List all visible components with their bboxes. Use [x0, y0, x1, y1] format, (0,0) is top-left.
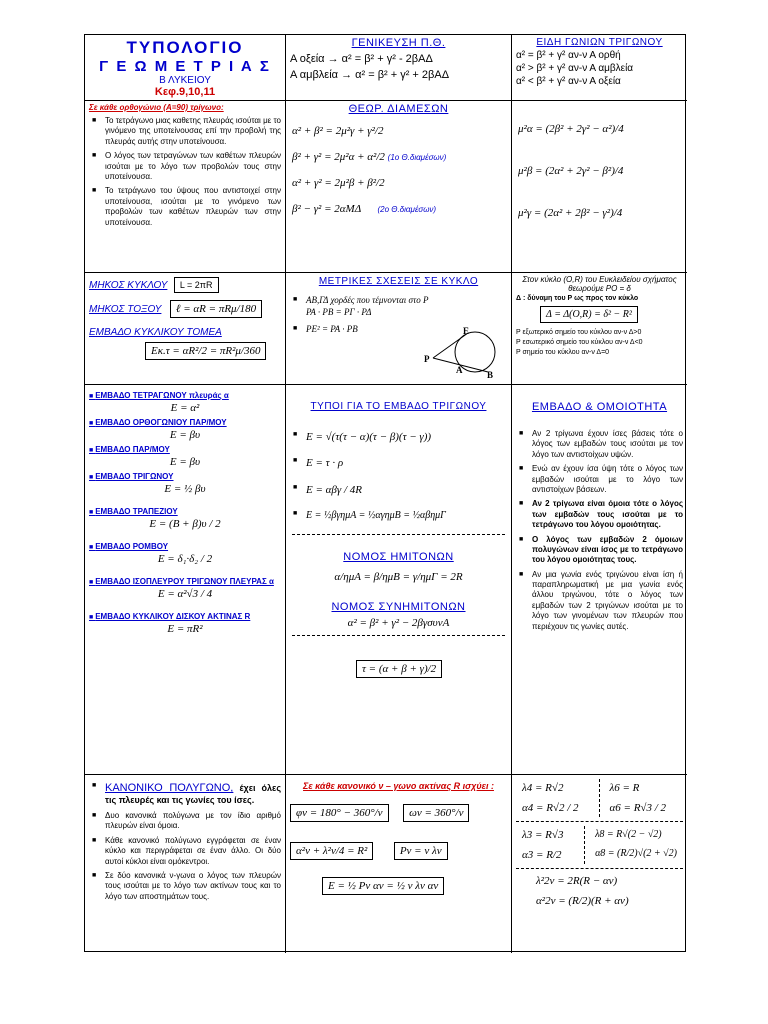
special-col-left-2: [516, 826, 585, 864]
divider-1: [292, 534, 505, 535]
sines-title: ΝΟΜΟΣ ΗΜΙΤΟΝΩΝ: [343, 550, 454, 563]
special-col-left-1: [516, 779, 600, 817]
median-lengths-cell: [512, 101, 687, 273]
pythagoras-cell: [286, 35, 512, 101]
special-divider-1: [516, 821, 683, 822]
diagram-label-a: Α: [456, 365, 463, 375]
regular-polygon-def: έχει όλες τις πλευρές και τις γωνίες του ίσες.: [105, 783, 281, 806]
circle-cell: [85, 273, 286, 385]
regular-polygon-item-2: ■ Κάθε κανονικό πολύγωνο εγγράφεται σε έναν κύκλο και περιγράφεται σε έναν άλλο. Οι δύο αυτοί κύκλοι είναι ομόκεντροι.: [89, 836, 281, 867]
power-rule-1: Ρ εξωτερικό σημείο του κύκλου αν-ν Δ>0: [516, 329, 642, 336]
sheet-subtitle: Γ Ε Ω Μ Ε Τ Ρ Ι Α Σ: [99, 58, 271, 75]
area-item-label: ■ ΕΜΒΑΔΟ ΤΕΤΡΑΓΩΝΟΥ πλευράς α: [89, 391, 281, 400]
triangle-area-title: ΤΥΠΟΙ ΓΙΑ ΤΟ ΕΜΒΑΔΟ ΤΡΙΓΩΝΟΥ: [310, 401, 487, 412]
similarity-item-4: ■ Ο λόγος των εμβαδών 2 όμοιων πολυγώνων είναι ίσος με το τετράγωνο του λόγου ομοιότητας τους.: [516, 535, 683, 566]
area-item: [85, 445, 285, 468]
median-length-b: μ²β = (2α² + 2γ² − β²)/4: [518, 165, 624, 177]
median-formula-1: α² + β² = 2μ²γ + γ²/2: [292, 125, 384, 137]
areas-cell: [85, 385, 286, 775]
polygon-formulas-cell: [286, 775, 512, 953]
apothem-a4: α4 = R√2 / 2: [522, 802, 579, 814]
polygon-formulas-title: Σε κάθε κανονικό ν – γωνο ακτίνας R ισχύει :: [303, 781, 494, 791]
area-item-label: ■ ΕΜΒΑΔΟ ΤΡΑΠΕΖΙΟΥ: [89, 507, 281, 516]
acute-formula: Α οξεία → α² = β² + γ² - 2βΑΔ: [290, 53, 433, 65]
area-item-label: ■ ΕΜΒΑΔΟ ΤΡΙΓΩΝΟΥ: [89, 472, 281, 481]
polygon-row-1: [286, 801, 511, 825]
special-polygons-cell: [512, 775, 687, 953]
apothem-formula: α²ν + λ²ν/4 = R²: [290, 842, 373, 860]
grade-label: Β ΛΥΚΕΙΟΥ: [159, 75, 211, 86]
right-triangle-title: Σε κάθε ορθογώνιο (Α=90) τρίγωνο:: [89, 103, 224, 112]
medians-title: ΘΕΩΡ. ΔΙΑΜΕΣΩΝ: [348, 103, 449, 115]
side-l3: λ3 = R√3: [522, 829, 564, 841]
sines-formula: α/ημΑ = β/ημΒ = γ/ημΓ = 2R: [334, 570, 463, 583]
right-triangle-cell: [85, 101, 286, 273]
apothem-a6: α6 = R√3 / 2: [609, 802, 667, 814]
median-formula-2-text: β² + γ² = 2μ²α + α²/2: [292, 151, 385, 163]
circ-formula: L = 2πR: [174, 277, 219, 293]
side-l4: λ4 = R√2: [522, 782, 564, 794]
area-item-formula: Ε = δ₁·δ₂ / 2: [157, 553, 213, 565]
angle-types-title: ΕΙΔΗ ΓΩΝΙΩΝ ΤΡΙΓΩΝΟΥ: [536, 37, 663, 48]
metric-item-2: ■ ΡΕ² = ΡΑ · ΡΒ: [290, 324, 507, 336]
polygon-row-2: [286, 839, 511, 863]
regular-polygon-item-1: ■ Δυο κανονικά πολύγωνα με τον ίδιο αριθμό πλευρών είναι όμοια.: [89, 811, 281, 832]
area-item: [85, 542, 285, 565]
area-item: [85, 577, 285, 600]
phi-formula: φν = 180° − 360°/ν: [290, 804, 389, 822]
angle-type-right: α² = β² + γ² αν-ν Α ορθή: [516, 50, 621, 61]
special-col-right-1: [600, 779, 684, 817]
cosines-title: ΝΟΜΟΣ ΣΥΝΗΜΙΤΟΝΩΝ: [331, 600, 466, 613]
metric-item-1-text: ■ ΑΒ,ΓΔ χορδές που τέμνονται στο Ρ: [306, 295, 429, 305]
triangle-area-cell: [286, 385, 512, 775]
similarity-cell: [512, 385, 687, 775]
right-triangle-item-3: ■ Το τετράγωνο του ύψους που αντιστοιχεί στην υποτείνουσα, ισούται με το γινόμενο των προβολών των καθέτων πλευρών των στην υποτείνουσα.: [89, 186, 281, 228]
regular-polygon-item-3: ■ Σε δύο κανονικά ν-γωνα ο λόγος των πλευρών τους ισούται με το λόγο των ακτίνων τους και το λόγο των αποστημάτων τους.: [89, 871, 281, 902]
areas-list: [85, 391, 285, 635]
omega-formula: ων = 360°/ν: [403, 804, 469, 822]
title-cell: [85, 35, 286, 101]
formula-sheet: [84, 34, 686, 952]
apothem-a8: α8 = (R/2)√(2 + √2): [595, 848, 677, 859]
side-l6: λ6 = R: [609, 782, 640, 794]
area-item-label: ■ ΕΜΒΑΔΟ ΙΣΟΠΛΕΥΡΟΥ ΤΡΙΓΩΝΟΥ ΠΛΕΥΡΑΣ α: [89, 577, 281, 586]
metric-item-1: [290, 295, 507, 318]
diagram-tangent: [433, 333, 468, 358]
metric-item-1-formula: ΡΑ · ΡΒ = ΡΓ · ΡΔ: [306, 306, 372, 317]
area-item: [85, 472, 285, 495]
similarity-item-5: ■ Αν μια γωνία ενός τριγώνου είναι ίση ή παραπληρωματική με μια γωνία ενός άλλου τριγώνου, τότε ο λόγος των εμβαδών των 2 τριγώνων ισούται με το λόγο των γινομένων των πλευρών που περιέχουν τις γωνίες αυτές.: [516, 570, 683, 632]
median-formula-3: α² + γ² = 2μ²β + β²/2: [292, 177, 385, 189]
area-item-formula: Ε = α²√3 / 4: [157, 588, 213, 600]
semiperimeter-formula: τ = (α + β + γ)/2: [356, 660, 442, 678]
polygon-area-formula: Ε = ½ Ρν αν = ½ ν λν αν: [322, 877, 444, 895]
triangle-area-f3: ■ Ε = αβγ / 4R: [290, 483, 507, 497]
regular-polygon-title: ΚΑΝΟΝΙΚΟ ΠΟΛΥΓΩΝΟ,: [105, 782, 234, 794]
power-rule-2: Ρ εσωτερικό σημείο του κύκλου αν-ν Δ<0: [516, 339, 643, 346]
pythagoras-title: ΓΕΝΙΚΕΥΣΗ Π.Θ.: [351, 37, 446, 49]
area-item-formula: Ε = πR²: [167, 623, 203, 635]
power-formula: Δ = Δ(O,R) = δ² − R²: [540, 306, 638, 323]
median-note-1: (1ο Θ.διαμέσων): [387, 153, 447, 162]
sector-formula: Εκ.τ = αR²/2 = πR²μ/360: [145, 342, 266, 360]
similarity-item-3: ■ Αν 2 τρίγωνα είναι όμοια τότε ο λόγος των εμβαδών τους ισούται με το τετράγωνο του λόγου ομοιότητας.: [516, 499, 683, 530]
apothem-a2v: α²2ν = (R/2)(R + αν): [536, 895, 629, 907]
area-item-formula: Ε = βυ: [169, 429, 201, 441]
power-intro: Στον κύκλο (O,R) του Ευκλειδείου σχήματος θεωρούμε ΡΟ = δ: [522, 275, 677, 293]
area-item-label: ■ ΕΜΒΑΔΟ ΚΥΚΛΙΚΟΥ ΔΙΣΚΟΥ ΑΚΤΙΝΑΣ R: [89, 612, 281, 621]
sector-label: ΕΜΒΑΔΟ ΚΥΚΛΙΚΟΥ ΤΟΜΕΑ: [89, 327, 222, 338]
median-formula-2: [292, 151, 505, 163]
side-l8: λ8 = R√(2 − √2): [595, 829, 662, 840]
similarity-item-1: ■ Αν 2 τρίγωνα έχουν ίσες βάσεις τότε ο λόγος των εμβαδών τους ισούται με τον λόγο των αντιστοίχων υψών.: [516, 429, 683, 460]
area-item-formula: Ε = βυ: [169, 456, 201, 468]
power-rule-3: Ρ σημείο του κύκλου αν-ν Δ=0: [516, 349, 610, 356]
special-col-right-2: [585, 826, 683, 864]
area-item: [85, 612, 285, 635]
area-item-formula: Ε = α²: [170, 402, 200, 414]
regular-polygon-cell: [85, 775, 286, 953]
cosines-formula: α² = β² + γ² − 2βγσυνΑ: [347, 616, 450, 629]
triangle-area-f1: ■ Ε = √(τ(τ − α)(τ − β)(τ − γ)): [290, 430, 507, 444]
regular-polygon-heading: [89, 781, 281, 807]
secant-tangent-diagram: [423, 326, 503, 378]
power-def: Δ : δύναμη του Ρ ως προς τον κύκλο: [516, 295, 639, 302]
circ-label: ΜΗΚΟΣ ΚΥΚΛΟΥ: [89, 280, 168, 291]
similarity-title: ΕΜΒΑΔΟ & ΟΜΟΙΟΤΗΤΑ: [531, 401, 668, 413]
median-formula-4: [292, 203, 505, 215]
area-item: [85, 507, 285, 530]
power-cell: [512, 273, 687, 385]
medians-cell: [286, 101, 512, 273]
median-note-2: (2ο Θ.διαμέσων): [377, 205, 437, 214]
similarity-item-2: ■ Ενώ αν έχουν ίσα ύψη τότε ο λόγος των εμβαδών ισούται με το λόγο των αντιστοίχων βάσεων.: [516, 464, 683, 495]
area-item-formula: Ε = ½ βυ: [164, 483, 206, 495]
special-grid: [516, 779, 683, 817]
obtuse-formula: Α αμβλεία → α² = β² + γ² + 2βΑΔ: [290, 69, 450, 81]
triangle-area-f4: ■ Ε = ½βγημΑ = ½αγημΒ = ½αβημΓ: [290, 509, 507, 522]
circ-row: [89, 277, 281, 293]
metric-cell: [286, 273, 512, 385]
angle-types-cell: [512, 35, 687, 101]
apothem-a3: α3 = R/2: [522, 849, 562, 861]
area-item-label: ■ ΕΜΒΑΔΟ ΡΟΜΒΟΥ: [89, 542, 281, 551]
diagram-label-b: Β: [487, 370, 494, 378]
side-l2v: λ²2ν = 2R(R − αν): [536, 875, 618, 887]
special-grid-2: [516, 826, 683, 864]
area-item: [85, 418, 285, 441]
angle-type-obtuse: α² > β² + γ² αν-ν Α αμβλεία: [516, 63, 634, 74]
area-item-label: ■ ΕΜΒΑΔΟ ΠΑΡ/ΜΟΥ: [89, 445, 281, 454]
divider-2: [292, 635, 505, 636]
arc-formula: ℓ = αR = πRμ/180: [170, 300, 262, 318]
median-formula-4-text: β² − γ² = 2αΜΔ: [292, 203, 361, 215]
perimeter-formula: Ρν = ν λν: [394, 842, 448, 860]
area-item: [85, 391, 285, 414]
triangle-area-f2: ■ Ε = τ · ρ: [290, 456, 507, 470]
median-length-g: μ²γ = (2α² + 2β² − γ²)/4: [518, 207, 623, 219]
diagram-label-p: Ρ: [424, 354, 430, 364]
right-triangle-item-2: ■ Ο λόγος των τετραγώνων των καθέτων πλευρών ισούται με το λόγο των προβολών τους στην υποτείνουσα.: [89, 151, 281, 182]
arc-row: [89, 297, 281, 321]
metric-title: ΜΕΤΡΙΚΕΣ ΣΧΕΣΕΙΣ ΣΕ ΚΥΚΛΟ: [318, 276, 479, 287]
sheet-title: ΤΥΠΟΛΟΓΙΟ: [126, 38, 244, 57]
median-length-a: μ²α = (2β² + 2γ² − α²)/4: [518, 123, 624, 135]
area-item-formula: Ε = (Β + β)υ / 2: [149, 518, 221, 530]
angle-type-acute: α² < β² + γ² αν-ν Α οξεία: [516, 76, 621, 87]
arc-label: ΜΗΚΟΣ ΤΟΞΟΥ: [89, 304, 162, 315]
special-divider-2: [516, 868, 683, 869]
right-triangle-item-1: ■ Το τετράγωνο μιας καθετης πλευράς ισούται με το γινόμενο της υποτείνουσας επί την προβολή της πλευράς αυτής στην υποτείνουσα.: [89, 116, 281, 147]
chapters-label: Κεφ.9,10,11: [154, 86, 216, 98]
diagram-label-e: Ε: [463, 326, 470, 336]
area-item-label: ■ ΕΜΒΑΔΟ ΟΡΘΟΓΩΝΙΟΥ ΠΑΡ/ΜΟΥ: [89, 418, 281, 427]
